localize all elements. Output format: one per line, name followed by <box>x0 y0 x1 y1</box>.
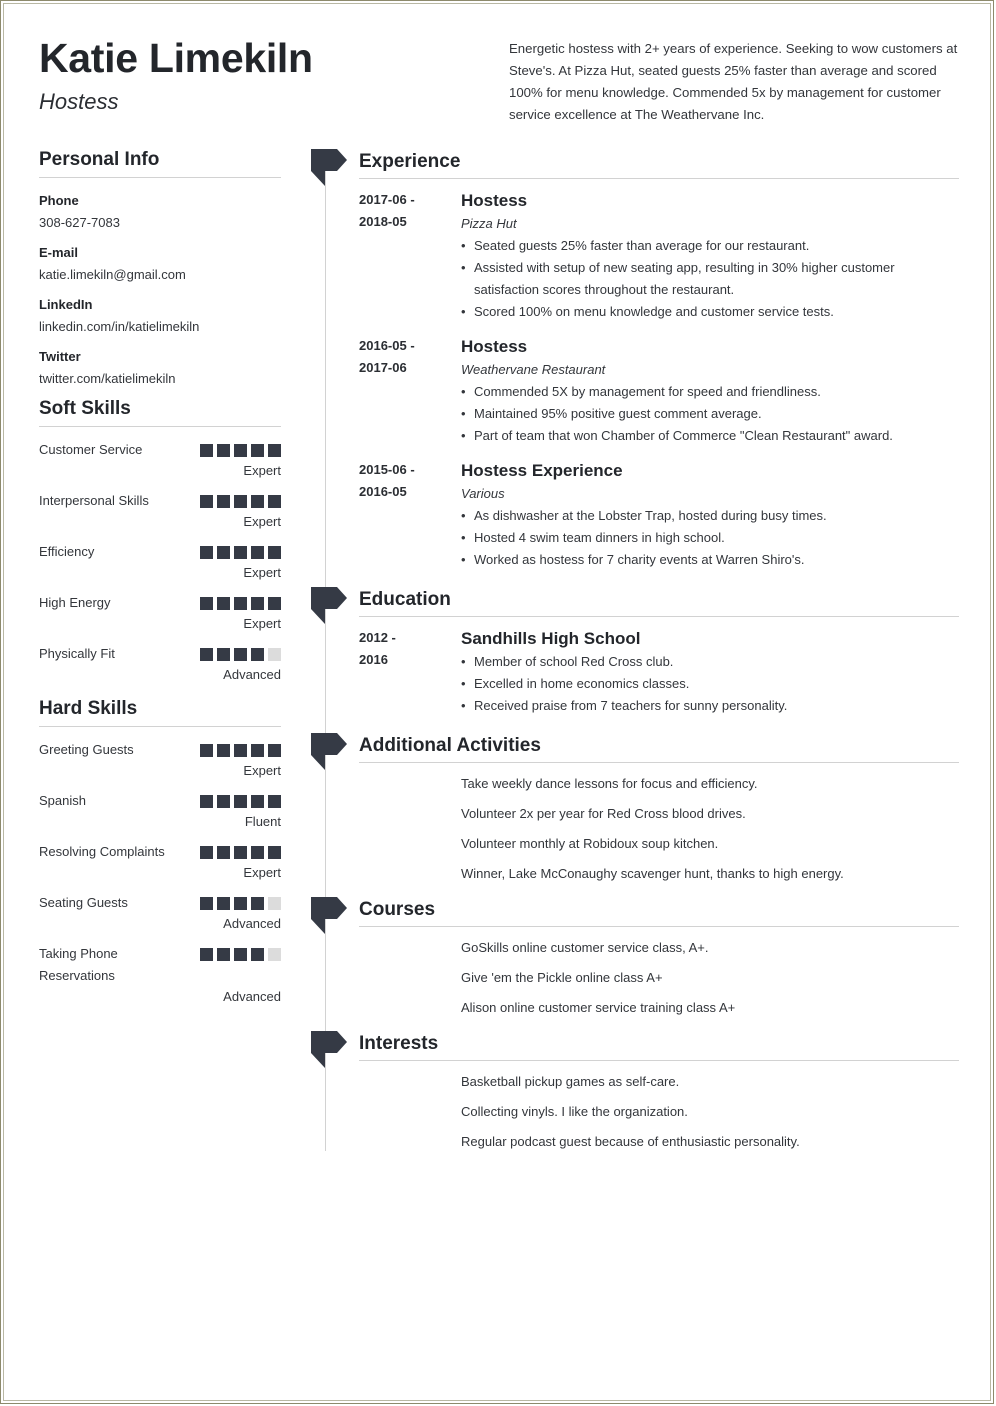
hard-skills-heading: Hard Skills <box>39 698 281 727</box>
personal-info-heading: Personal Info <box>39 149 281 178</box>
bullet-item: • As dishwasher at the Lobster Trap, hosted during busy times. <box>461 505 959 527</box>
skill-level: Advanced <box>223 989 281 1004</box>
rating-dot-filled <box>251 897 264 910</box>
section-flag-icon <box>311 1031 347 1069</box>
rating-dot-filled <box>251 846 264 859</box>
info-linkedin <box>39 294 281 338</box>
skill-name: Greeting Guests <box>39 742 134 757</box>
skill-rating <box>200 948 281 961</box>
entry-bullets <box>461 651 959 717</box>
rating-dot-filled <box>268 546 281 559</box>
skill-item <box>39 490 281 532</box>
info-label: Phone <box>39 193 79 208</box>
bullet-item: • Excelled in home economics classes. <box>461 673 959 695</box>
rating-dot-filled <box>234 546 247 559</box>
section-flag-icon <box>311 587 347 625</box>
skill-rating <box>200 546 281 559</box>
rating-dot-filled <box>217 846 230 859</box>
skill-item <box>39 892 281 934</box>
activities-heading: Additional Activities <box>359 733 959 763</box>
rating-dot-filled <box>200 948 213 961</box>
list-item: Give 'em the Pickle online class A+ <box>461 970 663 985</box>
bullet-item: • Part of team that won Chamber of Commerce "Clean Restaurant" award. <box>461 425 959 447</box>
rating-dot-filled <box>200 897 213 910</box>
skill-name: Resolving Complaints <box>39 844 165 859</box>
rating-dot-filled <box>234 648 247 661</box>
rating-dot-empty <box>268 897 281 910</box>
timeline-line <box>325 166 326 1151</box>
entry-date <box>359 459 461 571</box>
bullet-item: • Assisted with setup of new seating app, resulting in 30% higher customer satisfaction scores throughout the restaurant. <box>461 257 959 301</box>
hard-skills-list <box>39 739 281 1007</box>
skill-item <box>39 541 281 583</box>
twitter-value[interactable]: twitter.com/katielimekiln <box>39 371 176 386</box>
rating-dot-filled <box>200 495 213 508</box>
skill-rating <box>200 897 281 910</box>
skill-name: Efficiency <box>39 544 95 559</box>
skill-rating <box>200 648 281 661</box>
section-flag-icon <box>311 897 347 935</box>
bullet-item: • Scored 100% on menu knowledge and customer service tests. <box>461 301 959 323</box>
skill-rating <box>200 597 281 610</box>
linkedin-value[interactable]: linkedin.com/in/katielimekiln <box>39 319 200 334</box>
education-entries <box>359 627 959 729</box>
timeline-entry <box>359 459 959 571</box>
rating-dot-filled <box>234 948 247 961</box>
entry-company: Various <box>461 486 505 501</box>
rating-dot-filled <box>217 495 230 508</box>
entry-title: Hostess Experience <box>461 461 623 480</box>
date-end: 2016 <box>359 652 388 667</box>
date-end: 2017-06 <box>359 360 407 375</box>
list-item: Basketball pickup games as self-care. <box>461 1074 680 1089</box>
list-item: Volunteer 2x per year for Red Cross blood drives. <box>461 806 746 821</box>
skill-name: Customer Service <box>39 442 143 457</box>
rating-dot-filled <box>200 795 213 808</box>
entry-date <box>359 335 461 447</box>
date-start: 2016-05 - <box>359 338 415 353</box>
entry-body <box>461 335 959 447</box>
activities-list <box>359 773 959 893</box>
info-label: LinkedIn <box>39 297 93 312</box>
bullet-item: • Maintained 95% positive guest comment average. <box>461 403 959 425</box>
info-email <box>39 242 281 286</box>
rating-dot-filled <box>217 444 230 457</box>
rating-dot-filled <box>251 744 264 757</box>
bullet-item: • Received praise from 7 teachers for sunny personality. <box>461 695 959 717</box>
entry-company: Weathervane Restaurant <box>461 362 606 377</box>
skill-name: Taking Phone Reservations <box>39 946 118 983</box>
entry-body <box>461 459 959 571</box>
date-start: 2015-06 - <box>359 462 415 477</box>
list-item: Alison online customer service training class A+ <box>461 1000 736 1015</box>
rating-dot-filled <box>251 444 264 457</box>
rating-dot-filled <box>217 744 230 757</box>
skill-level: Expert <box>243 463 281 478</box>
skill-name: Spanish <box>39 793 86 808</box>
bullet-item: • Worked as hostess for 7 charity events at Warren Shiro's. <box>461 549 959 571</box>
skill-level: Advanced <box>223 916 281 931</box>
bullet-item: • Member of school Red Cross club. <box>461 651 959 673</box>
skill-name: Interpersonal Skills <box>39 493 149 508</box>
skill-level: Expert <box>243 514 281 529</box>
list-item: Take weekly dance lessons for focus and efficiency. <box>461 776 758 791</box>
skill-item <box>39 790 281 832</box>
skill-level: Fluent <box>244 814 281 829</box>
section-flag-icon <box>311 149 347 187</box>
bullet-item: • Hosted 4 swim team dinners in high school. <box>461 527 959 549</box>
experience-entries <box>359 189 959 583</box>
rating-dot-filled <box>234 795 247 808</box>
experience-heading: Experience <box>359 149 959 179</box>
soft-skills-heading: Soft Skills <box>39 398 281 427</box>
rating-dot-filled <box>217 648 230 661</box>
interests-heading: Interests <box>359 1031 959 1061</box>
skill-name: Physically Fit <box>39 646 115 661</box>
rating-dot-filled <box>234 597 247 610</box>
rating-dot-filled <box>268 444 281 457</box>
rating-dot-filled <box>200 546 213 559</box>
rating-dot-filled <box>268 744 281 757</box>
date-end: 2016-05 <box>359 484 407 499</box>
rating-dot-filled <box>200 648 213 661</box>
rating-dot-filled <box>251 597 264 610</box>
skill-level: Expert <box>243 565 281 580</box>
rating-dot-filled <box>251 495 264 508</box>
entry-bullets <box>461 381 959 447</box>
rating-dot-empty <box>268 648 281 661</box>
skill-item <box>39 739 281 781</box>
left-column <box>39 149 281 1016</box>
rating-dot-empty <box>268 948 281 961</box>
skill-name: Seating Guests <box>39 895 128 910</box>
courses-list <box>359 937 959 1027</box>
rating-dot-filled <box>217 795 230 808</box>
skill-item <box>39 841 281 883</box>
list-item: Regular podcast guest because of enthusiastic personality. <box>461 1134 800 1149</box>
rating-dot-filled <box>268 846 281 859</box>
list-item: Winner, Lake McConaughy scavenger hunt, thanks to high energy. <box>461 866 844 881</box>
rating-dot-filled <box>251 546 264 559</box>
skill-level: Expert <box>243 763 281 778</box>
rating-dot-filled <box>268 495 281 508</box>
list-item: GoSkills online customer service class, A+. <box>461 940 709 955</box>
date-end: 2018-05 <box>359 214 407 229</box>
skill-item <box>39 643 281 685</box>
rating-dot-filled <box>234 444 247 457</box>
info-label: Twitter <box>39 349 81 364</box>
email-value[interactable]: katie.limekiln@gmail.com <box>39 267 186 282</box>
courses-heading: Courses <box>359 897 959 927</box>
rating-dot-filled <box>200 597 213 610</box>
skill-name: High Energy <box>39 595 111 610</box>
skill-rating <box>200 444 281 457</box>
bullet-item: • Commended 5X by management for speed and friendliness. <box>461 381 959 403</box>
skill-item <box>39 943 281 1007</box>
entry-title: Hostess <box>461 191 528 210</box>
rating-dot-filled <box>251 795 264 808</box>
skill-rating <box>200 744 281 757</box>
candidate-title: Hostess <box>39 89 119 114</box>
entry-bullets <box>461 235 959 323</box>
entry-date <box>359 627 461 717</box>
phone-value[interactable]: 308-627-7083 <box>39 215 120 230</box>
rating-dot-filled <box>217 948 230 961</box>
skill-item <box>39 592 281 634</box>
skill-item <box>39 439 281 481</box>
rating-dot-filled <box>217 546 230 559</box>
candidate-name: Katie Limekiln <box>39 35 313 81</box>
skill-rating <box>200 795 281 808</box>
rating-dot-filled <box>234 744 247 757</box>
timeline-entry <box>359 627 959 717</box>
timeline-entry <box>359 335 959 447</box>
rating-dot-filled <box>200 744 213 757</box>
list-item: Volunteer monthly at Robidoux soup kitchen. <box>461 836 719 851</box>
skill-rating <box>200 846 281 859</box>
skill-level: Advanced <box>223 667 281 682</box>
info-phone <box>39 190 281 234</box>
rating-dot-filled <box>234 897 247 910</box>
summary-paragraph: Energetic hostess with 2+ years of experience. Seeking to wow customers at Steve's. At Pizza Hut, seated guests 25% faster than average and scored 100% for menu knowledge. Commended 5x by management for customer service excellence at The Weathervane Inc. <box>509 41 958 122</box>
entry-body <box>461 189 959 323</box>
timeline-entry <box>359 189 959 323</box>
skill-level: Expert <box>243 616 281 631</box>
bullet-item: • Seated guests 25% faster than average for our restaurant. <box>461 235 959 257</box>
entry-bullets <box>461 505 959 571</box>
info-label: E-mail <box>39 245 79 260</box>
rating-dot-filled <box>217 897 230 910</box>
date-start: 2012 - <box>359 630 396 645</box>
rating-dot-filled <box>268 795 281 808</box>
skill-level: Expert <box>243 865 281 880</box>
entry-title: Sandhills High School <box>461 629 641 648</box>
soft-skills-list <box>39 439 281 685</box>
skill-rating <box>200 495 281 508</box>
rating-dot-filled <box>268 597 281 610</box>
entry-company: Pizza Hut <box>461 216 517 231</box>
rating-dot-filled <box>234 846 247 859</box>
section-flag-icon <box>311 733 347 771</box>
entry-body <box>461 627 959 717</box>
date-start: 2017-06 - <box>359 192 415 207</box>
interests-list <box>359 1071 959 1161</box>
entry-date <box>359 189 461 323</box>
rating-dot-filled <box>251 948 264 961</box>
info-twitter <box>39 346 281 390</box>
rating-dot-filled <box>217 597 230 610</box>
education-heading: Education <box>359 587 959 617</box>
rating-dot-filled <box>251 648 264 661</box>
rating-dot-filled <box>200 444 213 457</box>
rating-dot-filled <box>234 495 247 508</box>
list-item: Collecting vinyls. I like the organization. <box>461 1104 688 1119</box>
rating-dot-filled <box>200 846 213 859</box>
entry-title: Hostess <box>461 337 528 356</box>
